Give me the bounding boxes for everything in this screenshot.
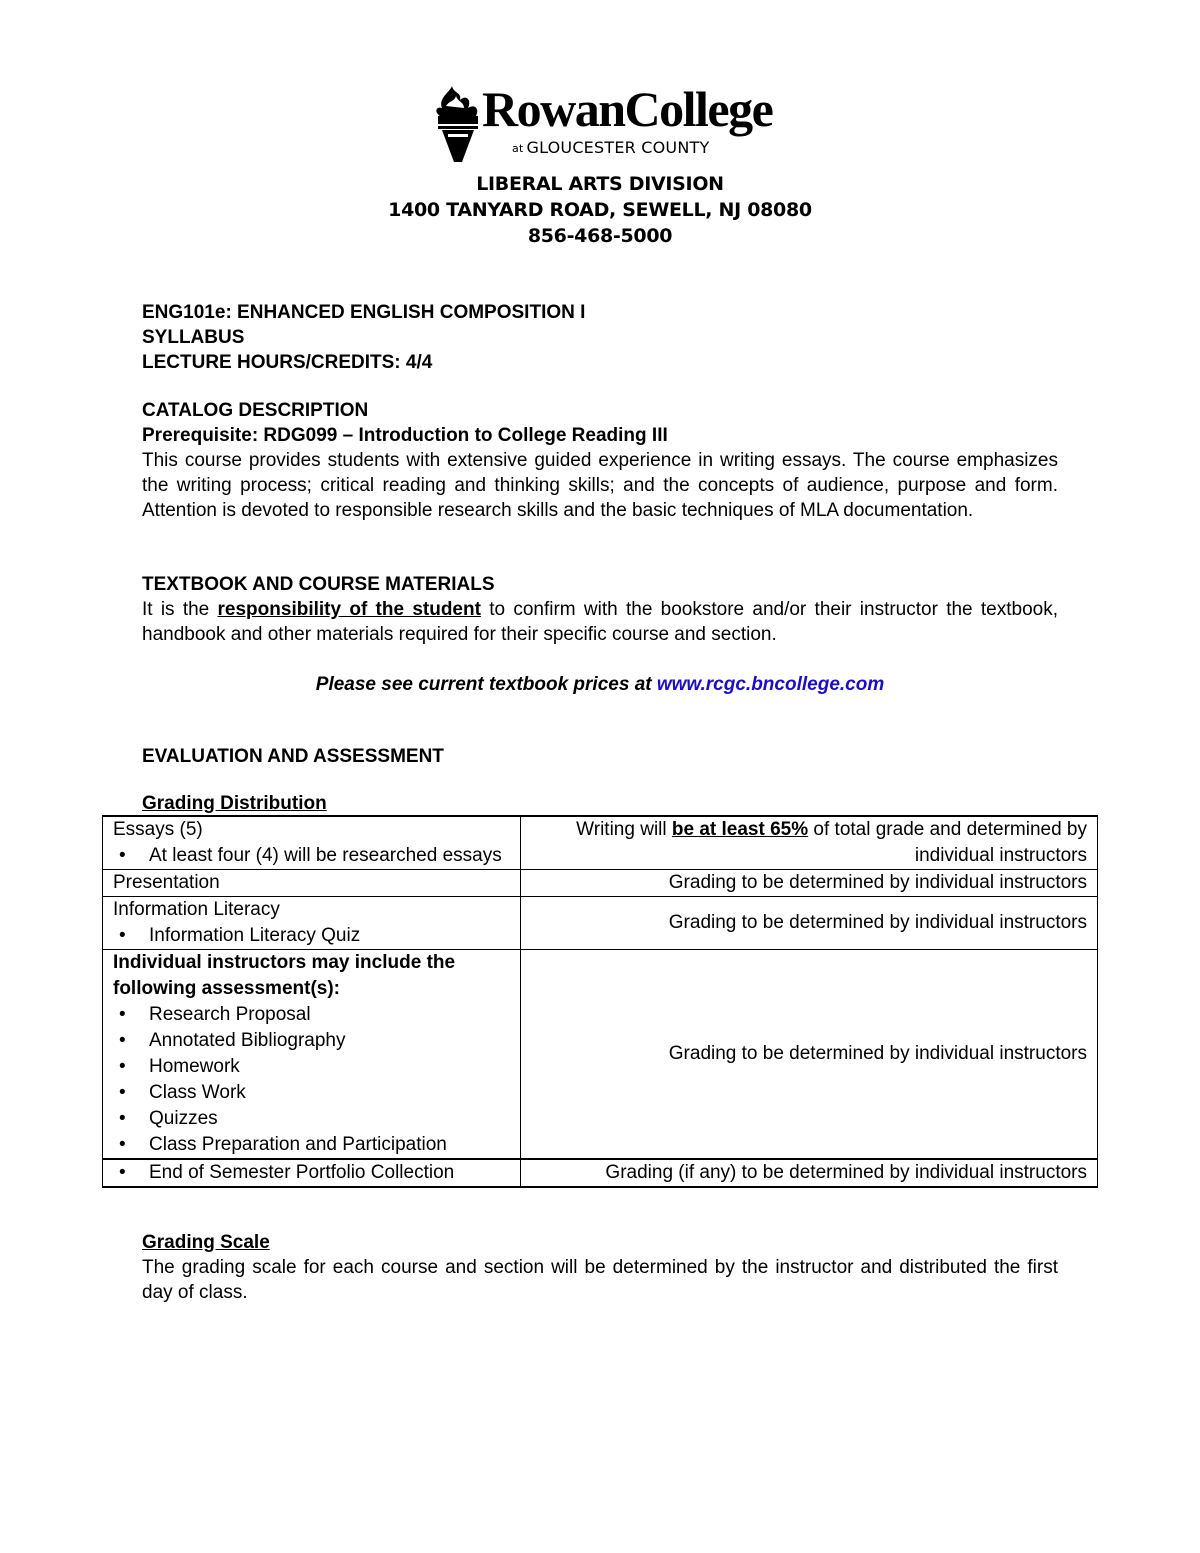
- list-item: • Class Preparation and Participation: [149, 1132, 510, 1158]
- presentation-label: Presentation: [103, 870, 521, 897]
- list-item: • Class Work: [149, 1080, 510, 1106]
- course-title: ENG101e: ENHANCED ENGLISH COMPOSITION I: [142, 302, 586, 323]
- optional-assessments-label: Individual instructors may include the following assessment(s):: [113, 952, 456, 999]
- textbook-text: [142, 597, 1058, 647]
- portfolio-grade: Grading (if any) to be determined by individual instructors: [521, 1159, 1098, 1187]
- optional-assessments-grade: Grading to be determined by individual instructors: [521, 950, 1098, 1160]
- info-literacy-bullet: • Information Literacy Quiz: [149, 923, 510, 949]
- brand-subtitle: [512, 138, 709, 157]
- list-item: • Research Proposal: [149, 1002, 510, 1028]
- brand-name: RowanCollege: [482, 81, 773, 137]
- college-address: 1400 TANYARD ROAD, SEWELL, NJ 08080: [388, 199, 812, 221]
- portfolio-cell: [103, 1159, 521, 1187]
- grading-scale-section: [142, 1230, 1058, 1305]
- table-row: [103, 870, 1098, 897]
- list-item: • Annotated Bibliography: [149, 1028, 510, 1054]
- catalog-description: This course provides students with extensive guided experience in writing essays. The course emphasizes the writing process; critical reading and thinking skills; and the concepts of audience, purpose and form. Attention is devoted to responsible research skills and the basic techniques of MLA documentation.: [142, 450, 1058, 521]
- essays-bullet: • At least four (4) will be researched essays: [149, 843, 510, 869]
- college-phone: 856-468-5000: [527, 225, 673, 247]
- essays-grade-start: Writing will: [576, 819, 672, 840]
- prerequisite: Prerequisite: RDG099 – Introduction to College Reading III: [142, 425, 668, 446]
- textbook-prices-text: Please see current textbook prices at: [315, 674, 657, 695]
- optional-assessments-cell: [103, 950, 521, 1160]
- grading-scale-text: The grading scale for each course and section will be determined by the instructor and distributed the first day of class.: [142, 1257, 1058, 1303]
- evaluation-heading: EVALUATION AND ASSESSMENT: [142, 746, 444, 767]
- lecture-hours: LECTURE HOURS/CREDITS: 4/4: [142, 352, 433, 373]
- info-literacy-grade: Grading to be determined by individual instructors: [521, 897, 1098, 950]
- responsibility-emphasis: responsibility of the student: [217, 599, 481, 620]
- textbook-text-start: It is the: [142, 599, 218, 620]
- essays-grade-end: of total grade and determined by individual instructors: [808, 819, 1087, 866]
- presentation-grade: Grading to be determined by individual instructors: [521, 870, 1098, 897]
- optional-assessments-list: [113, 1002, 510, 1158]
- brand-sub-county: GLOUCESTER COUNTY: [526, 138, 710, 157]
- bookstore-link[interactable]: www.rcgc.bncollege.com: [656, 674, 885, 695]
- catalog-section: [142, 398, 1058, 523]
- college-logo: [428, 81, 798, 164]
- list-item: • Homework: [149, 1054, 510, 1080]
- torch-icon: [428, 86, 486, 164]
- table-row: [103, 897, 1098, 950]
- table-row: [103, 1159, 1098, 1187]
- list-item: • Quizzes: [149, 1106, 510, 1132]
- textbook-heading: TEXTBOOK AND COURSE MATERIALS: [142, 574, 495, 595]
- brand-sub-at: at: [512, 142, 524, 155]
- essays-grade-emphasis: be at least 65%: [671, 819, 809, 840]
- textbook-text-end: to confirm with the bookstore and/or their instructor the textbook, handbook and other materials required for their specific course and section.: [142, 599, 1058, 645]
- essays-grade: [521, 816, 1098, 870]
- grading-scale-heading: Grading Scale: [142, 1232, 270, 1253]
- portfolio-bullet: • End of Semester Portfolio Collection: [149, 1160, 510, 1186]
- syllabus-label: SYLLABUS: [142, 327, 245, 348]
- catalog-heading: CATALOG DESCRIPTION: [142, 400, 369, 421]
- course-header: [142, 300, 1058, 375]
- table-row: [103, 950, 1098, 1160]
- table-row: [103, 816, 1098, 870]
- essays-label: Essays (5): [113, 819, 203, 840]
- info-literacy-label: Information Literacy: [113, 899, 280, 920]
- grading-distribution-heading: Grading Distribution: [142, 793, 327, 814]
- textbook-prices-line: [142, 672, 1058, 697]
- essays-cell: [103, 816, 521, 870]
- info-literacy-cell: [103, 897, 521, 950]
- grading-distribution-table: [102, 815, 1098, 1188]
- division-name: LIBERAL ARTS DIVISION: [476, 173, 724, 195]
- textbook-section: [142, 572, 1058, 647]
